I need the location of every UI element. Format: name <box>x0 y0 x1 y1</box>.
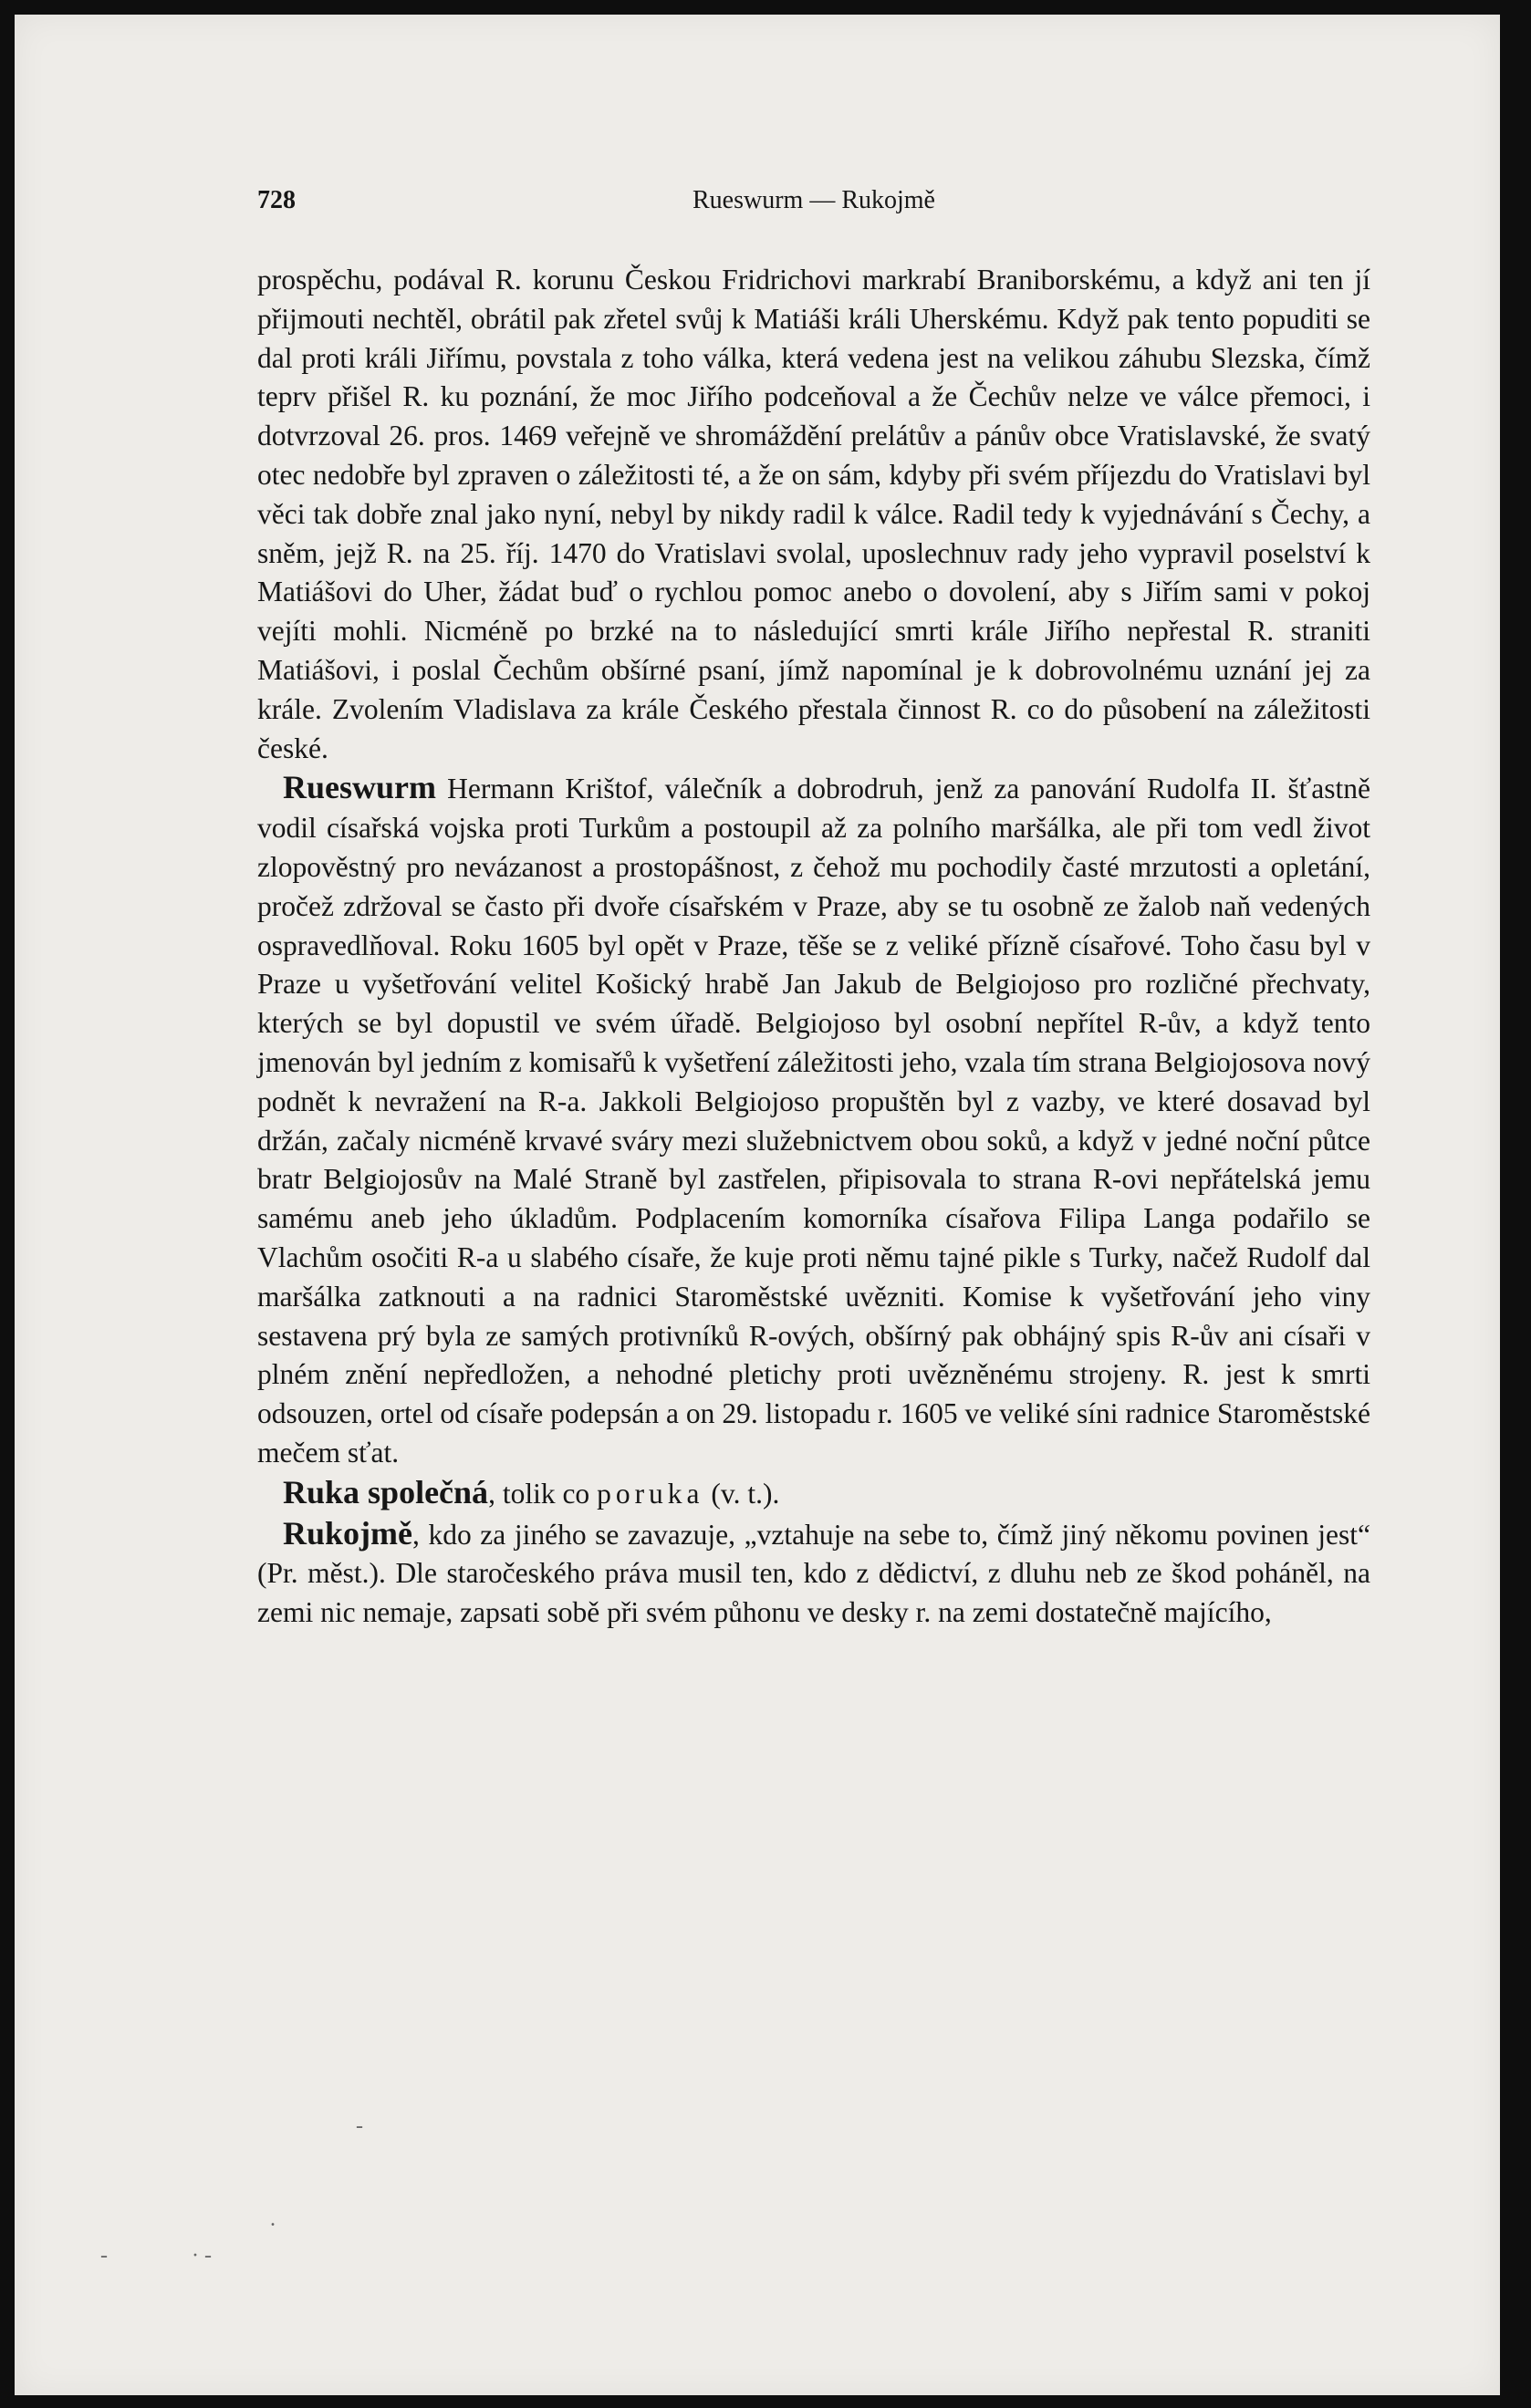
scan-speck: - <box>356 2114 363 2138</box>
scan-speck: . <box>270 2207 276 2231</box>
cross-reference: poruka <box>597 1477 704 1510</box>
scan-speck: - <box>100 2244 108 2268</box>
entry-headword: Ruka společná <box>283 1473 489 1510</box>
dictionary-text <box>257 261 1370 1633</box>
entry-headword: Rukojmě <box>283 1514 412 1552</box>
scan-speck: · - <box>192 2244 212 2268</box>
entry-rueswurm <box>257 768 1370 1472</box>
entry-text: (v. t.). <box>703 1477 780 1510</box>
entry-headword: Rueswurm <box>283 769 436 806</box>
entry-text: , tolik co <box>488 1477 598 1510</box>
continuation-paragraph: prospěchu, podával R. korunu Českou Fridrichovi markrabí Braniborskému, a když ani ten jí přijmouti nechtěl, obrátil pak zřetel svůj k Matiáši králi Uherskému. Když pak tento popuditi se dal proti králi Jiřímu, povstala z toho válka, která vedena jest na velikou záhubu Slezska, čímž teprv přišel R. ku poznání, že moc Jiřího podceňoval a že Čechův nelze ve válce přemoci, i dotvrzoval 26. pros. 1469 veřejně ve shromáždění prelátův a pánův obce Vratislavské, že svatý otec nedobře byl zpraven o záležitosti té, a že on sám, kdyby při svém příjezdu do Vratislavi byl věci tak dobře znal jako nyní, nebyl by nikdy radil k válce. Radil tedy k vyjednávání s Čechy, a sněm, jejž R. na 25. říj. 1470 do Vratislavi svolal, uposlechnuv rady jeho vypravil poselství k Matiášovi do Uher, žádat buď o rychlou pomoc anebo o dovolení, aby s Jiřím sami v pokoj vejíti mohli. Nicméně po brzké na to následující smrti krále Jiřího nepřestal R. straniti Matiášovi, i poslal Čechům obšírné psaní, jímž napomínal je k dobrovolnému uznání jej za krále. Zvolením Vladislava za krále Českého přestala činnost R. co do působení na záležitosti české. <box>257 264 1370 764</box>
page-number: 728 <box>257 186 296 214</box>
page-header <box>257 186 1370 223</box>
entry-text: Hermann Krištof, válečník a dobrodruh, jenž za panování Rudolfa II. šťastně vodil císařská vojska proti Turkům a postoupil až za polního maršálka, ale při tom vedl život zlopověstný pro nevázanost a prostopášnost, z čehož mu pochodily časté mrzutosti a opletání, pročež zdržoval se často při dvoře císařském v Praze, aby se tu osobně ze žalob naň vedených ospravedlňoval. Roku 1605 byl opět v Praze, těše se z veliké přízně císařové. Toho času byl v Praze u vyšetřování velitel Košický hrabě Jan Jakub de Belgiojoso pro rozličné přechvaty, kterých se byl dopustil ve svém úřadě. Belgiojoso byl osobní nepřítel R-ův, a když tento jmenován byl jedním z komisařů k vyšetření záležitosti jeho, vzala tím strana Belgiojosova nový podnět k nevražení na R-a. Jakkoli Belgiojoso propuštěn byl z vazby, ve které dosavad byl držán, začaly nicméně krvavé sváry mezi služebnictvem obou soků, a když v jedné noční půtce bratr Belgiojosův na Malé Straně byl zastřelen, připisovala to strana R-ovi nepřátelská jemu samému aneb jeho úkladům. Podplacením komorníka císařova Filipa Langa podařilo se Vlachům osočiti R-a u slabého císaře, že kuje proti němu tajné pikle s Turky, načež Rudolf dal maršálka zatknouti a na radnici Staroměstské uvězniti. Komise k vyšetřování jeho viny sestavena prý byla ze samých protivníků R-ových, obšírný pak obhájný spis R-ův ani císaři v plném znění nepředložen, a nehodné pletichy proti uvězněnému strojeny. R. jest k smrti odsouzen, ortel od císaře podepsán a on 29. listopadu r. 1605 ve veliké síni radnice Staroměstské mečem sťat. <box>257 773 1370 1469</box>
running-title: Rueswurm — Rukojmě <box>693 186 935 214</box>
entry-rukojme <box>257 1514 1370 1633</box>
entry-ruka-spolecna <box>257 1473 1370 1514</box>
entry-text: , kdo za jiného se zavazuje, „vztahuje na sebe to, čímž jiný někomu povinen jest“ (Pr. měst.). Dle staročeského práva musil ten, kdo z dědictví, z dluhu neb ze škod poháněl, na zemi nic nemaje, zapsati sobě při svém půhonu ve desky r. na zemi dostatečně majícího, <box>257 1518 1370 1629</box>
